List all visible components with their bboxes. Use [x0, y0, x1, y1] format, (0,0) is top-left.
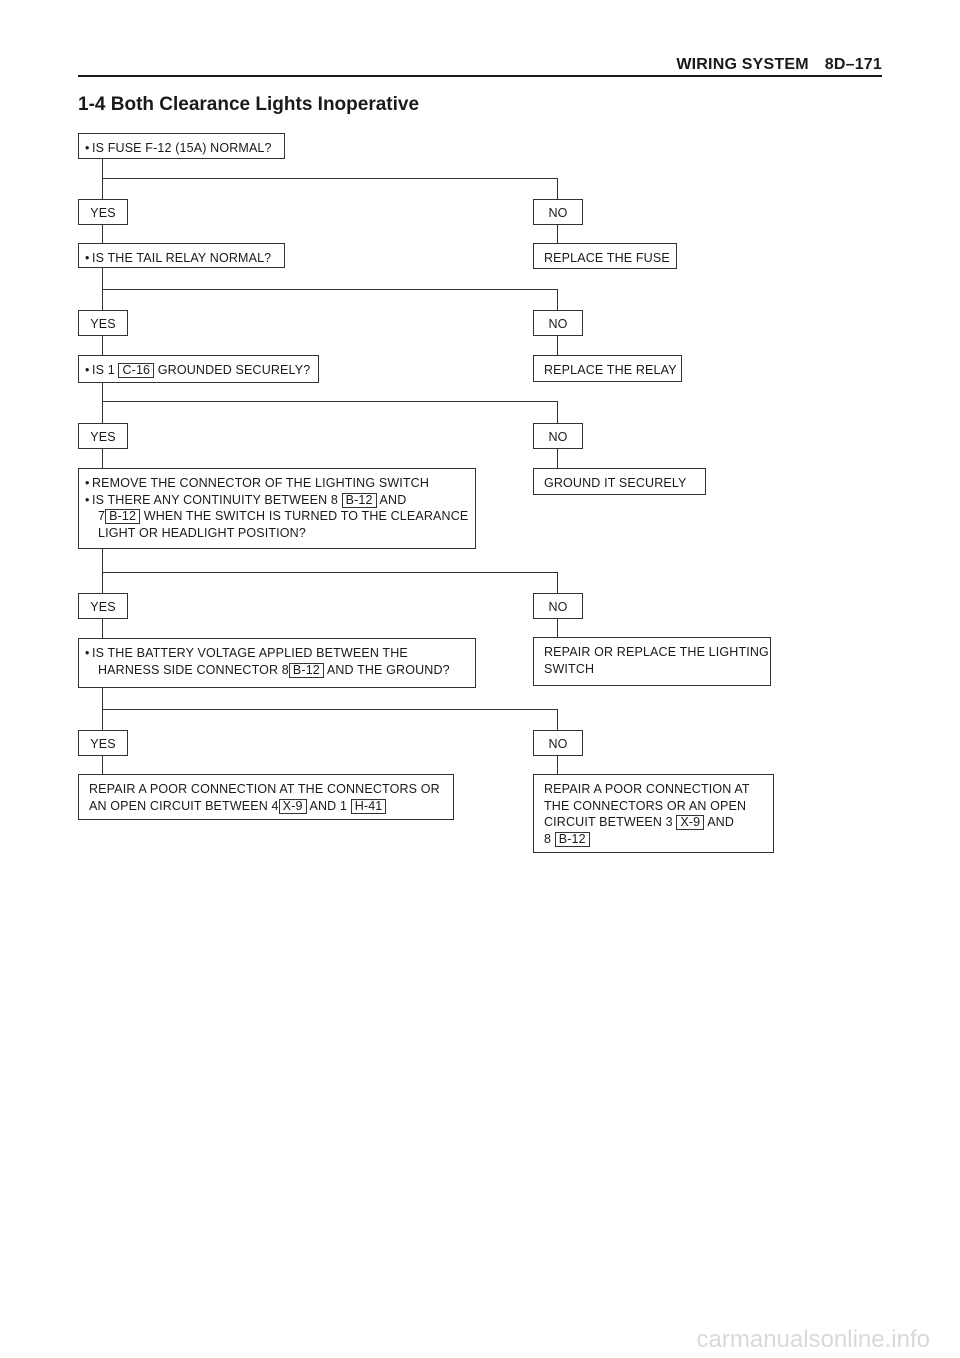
header-rule — [78, 75, 882, 77]
no-label: NO — [533, 423, 583, 449]
yes-label: YES — [78, 423, 128, 449]
connector-ref: B-12 — [555, 832, 590, 847]
section-title: WIRING SYSTEM — [676, 56, 809, 73]
action-replace-relay: REPLACE THE RELAY — [533, 355, 682, 382]
action-ground-securely: GROUND IT SECURELY — [533, 468, 706, 495]
connector-ref: C-16 — [118, 363, 154, 378]
page-number: 8D–171 — [824, 56, 882, 73]
yes-label: YES — [78, 310, 128, 336]
action-repair-switch: REPAIR OR REPLACE THE LIGHTING SWITCH — [533, 637, 771, 686]
question-ground: • IS 1 C-16 GROUNDED SECURELY? — [78, 355, 319, 383]
action-repair-open-circuit: REPAIR A POOR CONNECTION AT THE CONNECTORS OR AN OPEN CIRCUIT BETWEEN 4 X-9 AND 1 H-41 — [78, 774, 454, 820]
connector-ref: H-41 — [351, 799, 387, 814]
no-label: NO — [533, 730, 583, 756]
no-label: NO — [533, 199, 583, 225]
page-header — [676, 56, 882, 74]
connector-ref: X-9 — [676, 815, 704, 830]
question-tail-relay: • IS THE TAIL RELAY NORMAL? — [78, 243, 285, 268]
question-battery-voltage: • IS THE BATTERY VOLTAGE APPLIED BETWEEN THE HARNESS SIDE CONNECTOR 8 B-12 AND THE GROUND? — [78, 638, 476, 688]
yes-label: YES — [78, 730, 128, 756]
yes-label: YES — [78, 199, 128, 225]
action-repair-poor-connection: REPAIR A POOR CONNECTION AT THE CONNECTORS OR AN OPEN CIRCUIT BETWEEN 3 X-9 AND 8 B-12 — [533, 774, 774, 853]
connector-ref: B-12 — [105, 509, 140, 524]
question-continuity: • REMOVE THE CONNECTOR OF THE LIGHTING SWITCH • IS THERE ANY CONTINUITY BETWEEN 8 B-12 AND 7 B-12 WHEN THE SWITCH IS TURNED TO THE CLEARANCE LIGHT OR HEADLIGHT POSITION? — [78, 468, 476, 549]
no-label: NO — [533, 593, 583, 619]
question-fuse: • IS FUSE F-12 (15A) NORMAL? — [78, 133, 285, 159]
connector-ref: B-12 — [289, 663, 324, 678]
page-title: 1-4 Both Clearance Lights Inoperative — [78, 94, 420, 115]
action-replace-fuse: REPLACE THE FUSE — [533, 243, 677, 269]
watermark: carmanualsonline.info — [696, 1326, 930, 1353]
connector-ref: X-9 — [279, 799, 307, 814]
yes-label: YES — [78, 593, 128, 619]
connector-ref: B-12 — [342, 493, 377, 508]
no-label: NO — [533, 310, 583, 336]
